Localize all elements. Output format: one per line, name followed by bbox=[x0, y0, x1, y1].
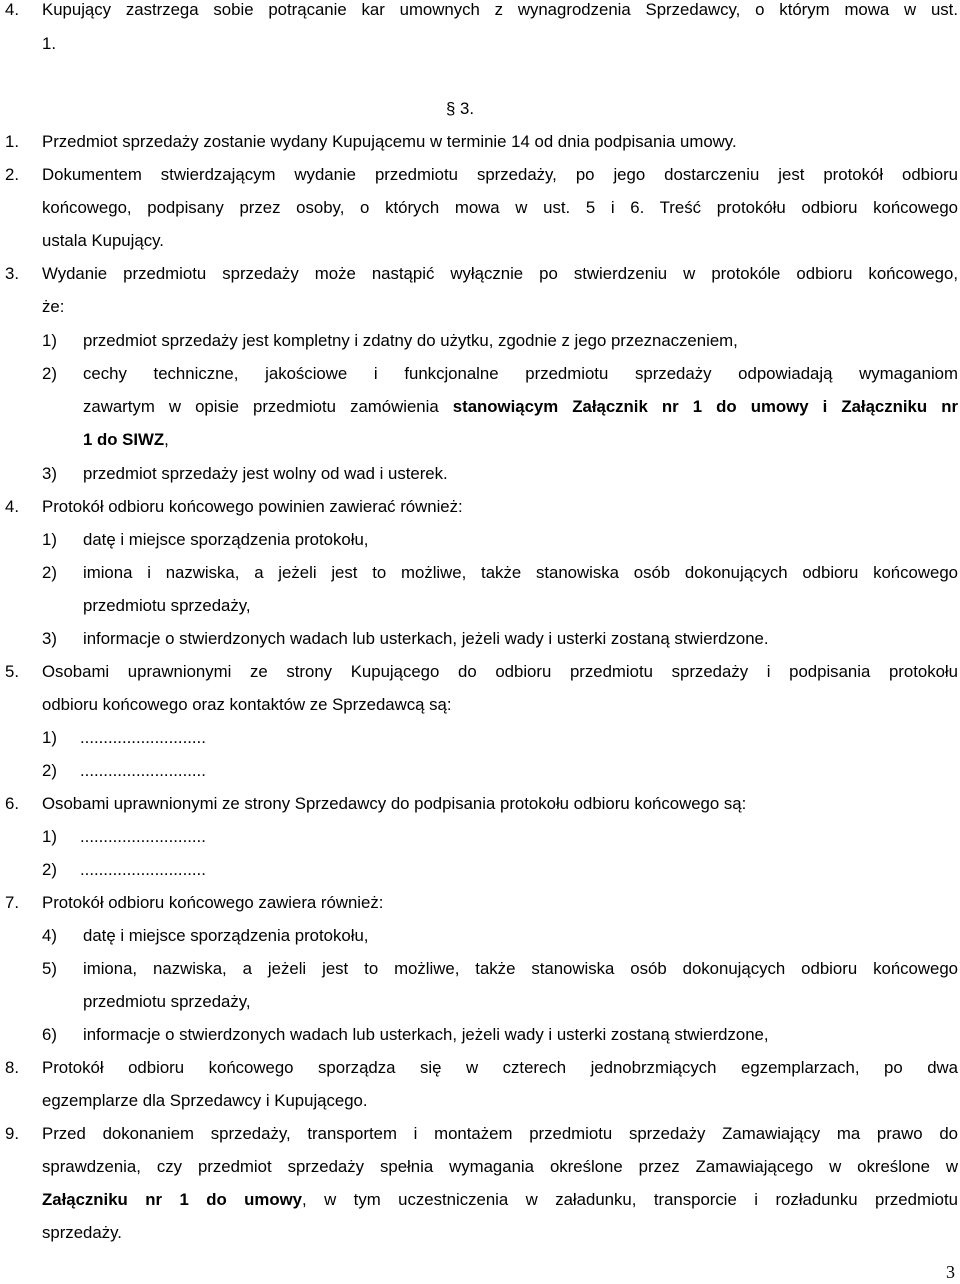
blank-entry-line: ........................... bbox=[80, 761, 206, 780]
subitem-number: 6) bbox=[42, 1025, 57, 1044]
paragraph-line: Osobami uprawnionymi ze strony Kupującego do odbioru przedmiotu sprzedaży i podpisania protokołu bbox=[42, 662, 958, 681]
item-number: 4. bbox=[5, 497, 19, 516]
item-number: 9. bbox=[5, 1124, 19, 1143]
bold-reference: Załączniku nr 1 do umowy bbox=[42, 1190, 302, 1209]
paragraph-line: Osobami uprawnionymi ze strony Sprzedawcy do podpisania protokołu odbioru końcowego są: bbox=[42, 794, 747, 813]
paragraph-line: Dokumentem stwierdzającym wydanie przedmiotu sprzedaży, po jego dostarczeniu jest protokół odbioru bbox=[42, 165, 958, 184]
paragraph-line: sprzedaży. bbox=[42, 1223, 122, 1242]
paragraph-line: że: bbox=[42, 297, 65, 316]
subitem-text: datę i miejsce sporządzenia protokołu, bbox=[83, 926, 369, 945]
item-number: 7. bbox=[5, 893, 19, 912]
item-number: 5. bbox=[5, 662, 19, 681]
subitem-number: 2) bbox=[42, 563, 57, 582]
subitem-text-continued: przedmiotu sprzedaży, bbox=[83, 992, 251, 1011]
plain-text: , w tym uczestniczenia w załadunku, transporcie i rozładunku przedmiotu bbox=[302, 1190, 959, 1209]
paragraph-line: Protokół odbioru końcowego powinien zawierać również: bbox=[42, 497, 463, 516]
subitem-text-continued bbox=[83, 423, 169, 456]
paragraph-line bbox=[42, 1183, 958, 1216]
page-number: 3 bbox=[946, 1262, 955, 1282]
blank-entry-line: ........................... bbox=[80, 860, 206, 879]
blank-entry-line: ........................... bbox=[80, 827, 206, 846]
paragraph-line: Protokół odbioru końcowego sporządza się w czterech jednobrzmiących egzemplarzach, po dwa bbox=[42, 1058, 958, 1077]
paragraph-line: Przed dokonaniem sprzedaży, transportem i montażem przedmiotu sprzedaży Zamawiający ma prawo do bbox=[42, 1124, 958, 1143]
paragraph-line: odbioru końcowego oraz kontaktów ze Sprzedawcą są: bbox=[42, 695, 452, 714]
section-heading: § 3. bbox=[446, 99, 474, 118]
subitem-text: przedmiot sprzedaży jest wolny od wad i usterek. bbox=[83, 464, 448, 483]
subitem-text-continued: przedmiotu sprzedaży, bbox=[83, 596, 251, 615]
item-number: 8. bbox=[5, 1058, 19, 1077]
plain-text: zawartym w opisie przedmiotu zamówienia bbox=[83, 397, 453, 416]
subitem-number: 3) bbox=[42, 629, 57, 648]
subitem-text-continued bbox=[83, 390, 958, 423]
paragraph-line: 1. bbox=[42, 34, 56, 53]
subitem-number: 1) bbox=[42, 331, 57, 350]
subitem-text: informacje o stwierdzonych wadach lub usterkach, jeżeli wady i usterki zostaną stwierdzone. bbox=[83, 629, 769, 648]
subitem-number: 2) bbox=[42, 761, 57, 780]
subitem-text: imiona, nazwiska, a jeżeli jest to możliwe, także stanowiska osób dokonujących odbioru końcowego bbox=[83, 959, 958, 978]
subitem-number: 5) bbox=[42, 959, 57, 978]
subitem-number: 4) bbox=[42, 926, 57, 945]
subitem-number: 3) bbox=[42, 464, 57, 483]
item-number: 2. bbox=[5, 165, 19, 184]
paragraph-line: Protokół odbioru końcowego zawiera również: bbox=[42, 893, 384, 912]
bold-reference: stanowiącym Załącznik nr 1 do umowy i Załączniku nr bbox=[452, 397, 959, 416]
paragraph-line: Wydanie przedmiotu sprzedaży może nastąpić wyłącznie po stwierdzeniu w protokóle odbioru końcowego, bbox=[42, 264, 958, 283]
paragraph-line: ustala Kupujący. bbox=[42, 231, 164, 250]
subitem-text: informacje o stwierdzonych wadach lub usterkach, jeżeli wady i usterki zostaną stwierdzone, bbox=[83, 1025, 769, 1044]
subitem-text: datę i miejsce sporządzenia protokołu, bbox=[83, 530, 369, 549]
plain-text: , bbox=[164, 430, 169, 449]
subitem-text: cechy techniczne, jakościowe i funkcjonalne przedmiotu sprzedaży odpowiadają wymaganiom bbox=[83, 364, 958, 383]
item-number: 4. bbox=[5, 0, 19, 19]
paragraph-line: egzemplarze dla Sprzedawcy i Kupującego. bbox=[42, 1091, 368, 1110]
subitem-number: 1) bbox=[42, 827, 57, 846]
subitem-number: 2) bbox=[42, 364, 57, 383]
subitem-text: imiona i nazwiska, a jeżeli jest to możliwe, także stanowiska osób dokonujących odbioru końcowego bbox=[83, 563, 958, 582]
subitem-number: 1) bbox=[42, 530, 57, 549]
blank-entry-line: ........................... bbox=[80, 728, 206, 747]
item-number: 1. bbox=[5, 132, 19, 151]
subitem-text: przedmiot sprzedaży jest kompletny i zdatny do użytku, zgodnie z jego przeznaczeniem, bbox=[83, 331, 738, 350]
bold-reference: 1 do SIWZ bbox=[83, 430, 165, 449]
paragraph-line: Kupujący zastrzega sobie potrącanie kar umownych z wynagrodzenia Sprzedawcy, o którym mowa w ust. bbox=[42, 0, 958, 19]
paragraph-line: końcowego, podpisany przez osoby, o których mowa w ust. 5 i 6. Treść protokółu odbioru końcowego bbox=[42, 198, 958, 217]
item-number: 6. bbox=[5, 794, 19, 813]
subitem-number: 1) bbox=[42, 728, 57, 747]
paragraph-line: Przedmiot sprzedaży zostanie wydany Kupującemu w terminie 14 od dnia podpisania umowy. bbox=[42, 132, 737, 151]
item-number: 3. bbox=[5, 264, 19, 283]
paragraph-line: sprawdzenia, czy przedmiot sprzedaży spełnia wymagania określone przez Zamawiającego w określone w bbox=[42, 1157, 958, 1176]
subitem-number: 2) bbox=[42, 860, 57, 879]
